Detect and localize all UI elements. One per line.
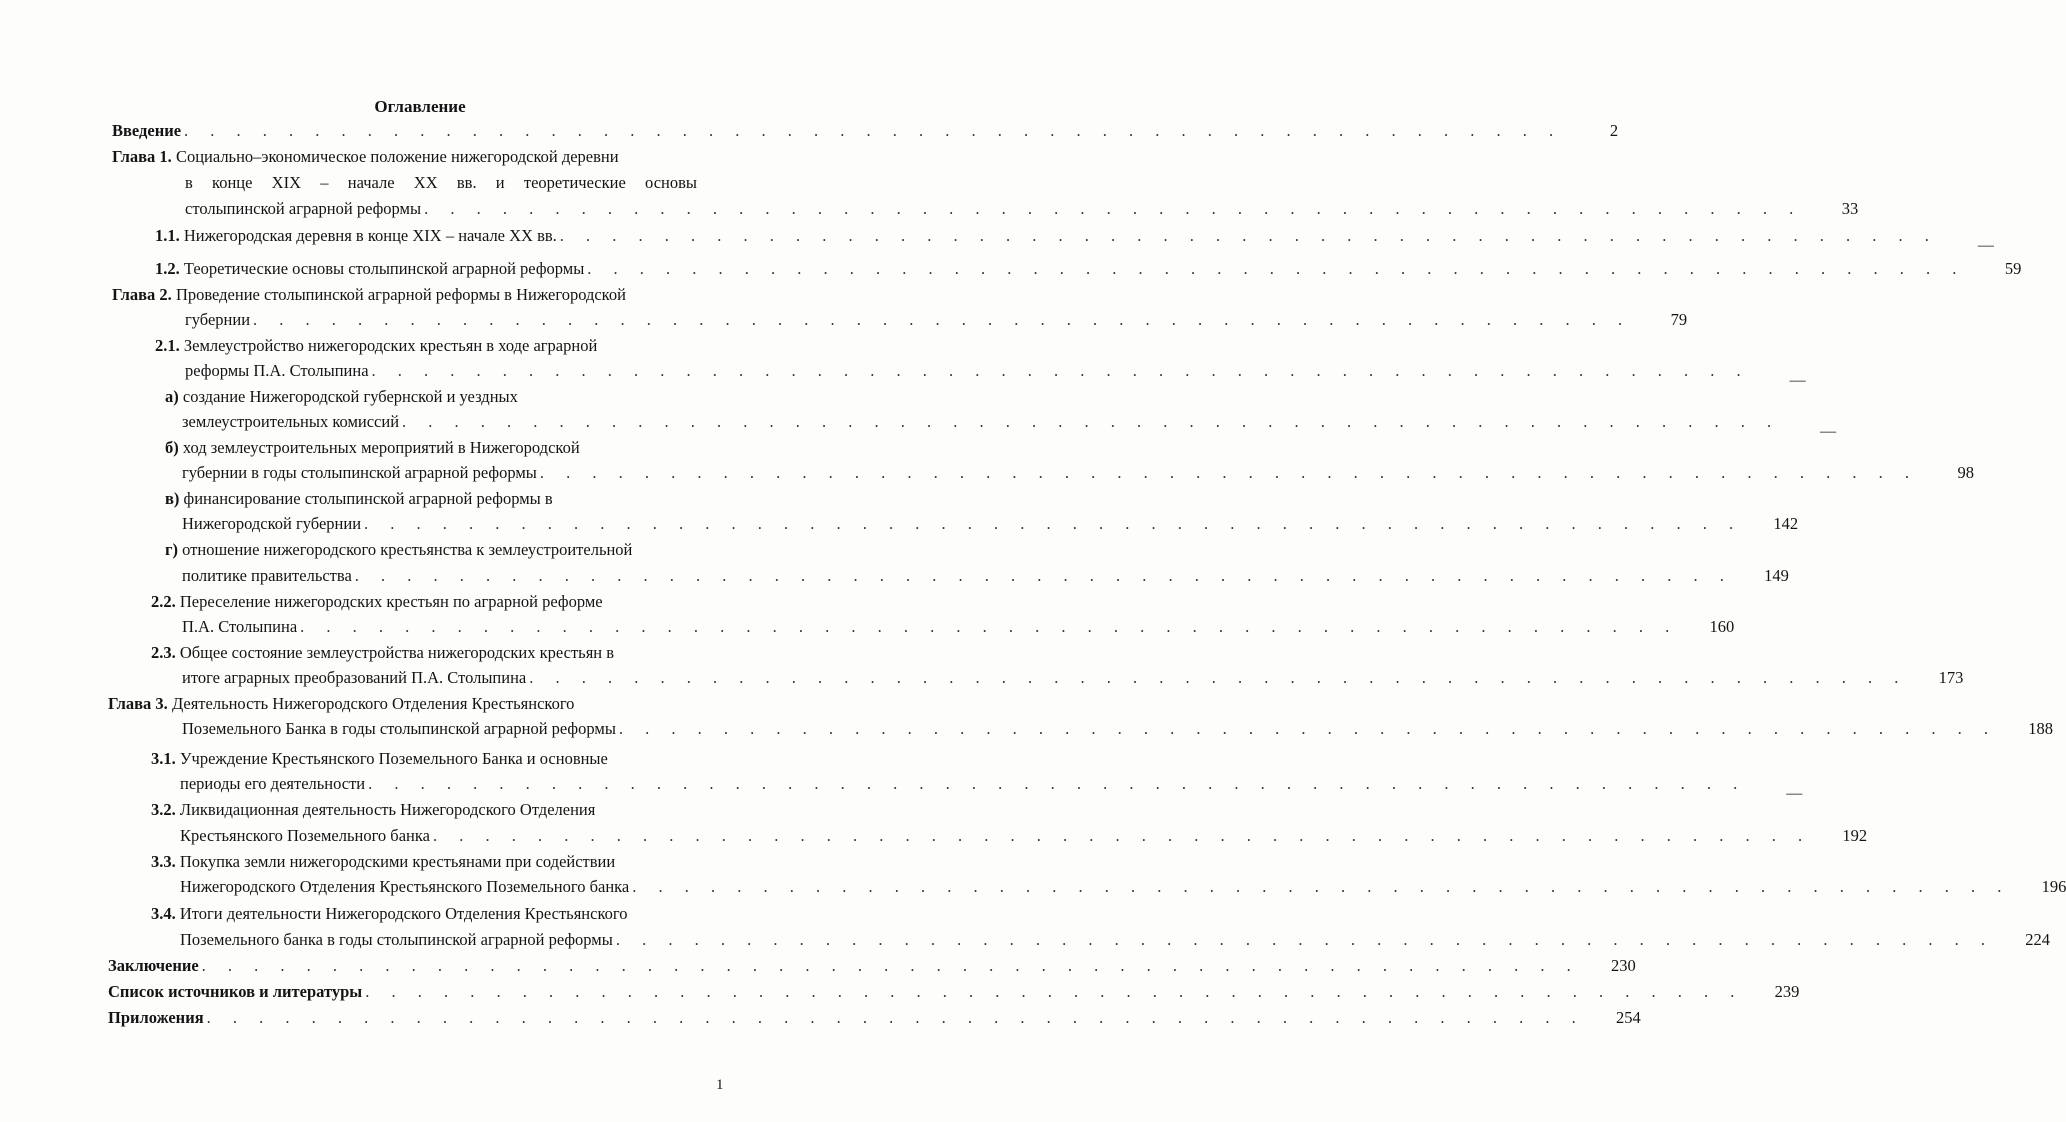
toc-label: Список источников и литературы: [108, 982, 363, 1001]
toc-entry-appendix[interactable]: [108, 1006, 1641, 1030]
leader-dots: . . . . . . . . . . . . . . . . . . . . . . . . . . . . . . . . . . . . . . . . . . . . . . . . . . . . .: [632, 877, 2011, 896]
toc-page: 192: [1842, 826, 1868, 845]
toc-entry-2-1[interactable]: [155, 334, 597, 358]
toc-label: Введение: [112, 121, 182, 140]
toc-entry-1-1[interactable]: [155, 224, 1994, 254]
leader-dots: . . . . . . . . . . . . . . . . . . . . . . . . . . . . . . . . . . . . . . . . . . . . . . . . . . . . .: [371, 361, 1750, 380]
toc-text: Землеустройство нижегородских крестьян в ходе аграрной: [183, 336, 598, 355]
toc-page: 149: [1764, 566, 1789, 585]
subsection-letter: б): [165, 438, 179, 457]
leader-dots: . . . . . . . . . . . . . . . . . . . . . . . . . . . . . . . . . . . . . . . . . . . . . . . . . . . . .: [529, 668, 1908, 687]
toc-entry-2-1-d[interactable]: [165, 538, 632, 562]
section-number: 2.2.: [151, 592, 176, 611]
toc-text: Учреждение Крестьянского Поземельного Банка и основные: [179, 749, 608, 768]
section-number: 3.4.: [151, 904, 176, 923]
chapter-number: Глава 2.: [112, 285, 172, 304]
leader-dots: . . . . . . . . . . . . . . . . . . . . . . . . . . . . . . . . . . . . . . . . . . . . . . . . . . . . .: [300, 617, 1679, 636]
toc-entry-intro[interactable]: [112, 119, 1619, 143]
toc-entry-2-1-end[interactable]: [185, 359, 1806, 389]
toc-text: ход землеустроительных мероприятий в Нижегородской: [182, 438, 580, 457]
toc-entry-2-1-b-end[interactable]: [182, 461, 1975, 485]
toc-text: Общее состояние землеустройства нижегородских крестьян в: [179, 643, 615, 662]
toc-page: 160: [1709, 617, 1735, 636]
leader-dots: . . . . . . . . . . . . . . . . . . . . . . . . . . . . . . . . . . . . . . . . . . . . . . . . . . . . .: [618, 719, 1998, 738]
toc-entry-2-1-c[interactable]: [165, 487, 553, 511]
toc-entry-2-1-d-end[interactable]: [182, 564, 1789, 588]
subsection-letter: а): [165, 387, 179, 406]
toc-entry-ch3[interactable]: [108, 692, 574, 716]
toc-page: —: [1820, 423, 1837, 440]
toc-entry-1-2[interactable]: [155, 257, 2022, 281]
section-number: 3.1.: [151, 749, 176, 768]
toc-page: 224: [2025, 930, 2050, 949]
toc-entry-3-2-end[interactable]: [180, 824, 1868, 848]
toc-text-continuation: в конце XIX – начале XX вв. и теоретические основы: [185, 173, 697, 192]
toc-entry-ch1[interactable]: [112, 145, 619, 169]
leader-dots: . . . . . . . . . . . . . . . . . . . . . . . . . . . . . . . . . . . . . . . . . . . . . . . . . . . . .: [424, 199, 1803, 218]
toc-entry-ch2[interactable]: [112, 283, 626, 307]
toc-page: —: [1786, 785, 1803, 802]
toc-text: Переселение нижегородских крестьян по аграрной реформе: [179, 592, 603, 611]
toc-text: реформы П.А. Столыпина: [185, 361, 369, 380]
toc-label: Приложения: [108, 1008, 204, 1027]
toc-entry-2-3-end[interactable]: [182, 666, 1964, 690]
section-number: 1.2.: [155, 259, 180, 278]
toc-entry-2-3[interactable]: [151, 641, 614, 665]
toc-text: отношение нижегородского крестьянства к землеустроительной: [182, 540, 633, 559]
leader-dots: . . . . . . . . . . . . . . . . . . . . . . . . . . . . . . . . . . . . . . . . . . . . . . . . . . . . .: [364, 514, 1743, 533]
toc-text: Нижегородская деревня в конце XIX – начале XX вв.: [183, 226, 557, 245]
toc-text: столыпинской аграрной реформы: [185, 199, 422, 218]
page-title: Оглавление: [374, 97, 466, 116]
leader-dots: . . . . . . . . . . . . . . . . . . . . . . . . . . . . . . . . . . . . . . . . . . . . . . . . . . . . .: [365, 982, 1744, 1001]
toc-entry-ch1-end[interactable]: [185, 197, 1859, 221]
toc-label: Заключение: [108, 956, 199, 975]
toc-page: 254: [1616, 1008, 1641, 1027]
leader-dots: . . . . . . . . . . . . . . . . . . . . . . . . . . . . . . . . . . . . . . . . . . . . . . . . . . . . .: [539, 463, 1919, 482]
toc-page: 79: [1670, 310, 1688, 329]
toc-text: Поземельного Банка в годы столыпинской аграрной реформы: [182, 719, 616, 738]
leader-dots: . . . . . . . . . . . . . . . . . . . . . . . . . . . . . . . . . . . . . . . . . . . . . . . . . . . . .: [587, 259, 1966, 278]
toc-entry-2-1-a-end[interactable]: [182, 410, 1837, 440]
toc-text: Ликвидационная деятельность Нижегородского Отделения: [179, 800, 596, 819]
leader-dots: . . . . . . . . . . . . . . . . . . . . . . . . . . . . . . . . . . . . . . . . . . . . . . . . . . . . .: [201, 956, 1580, 975]
toc-entry-3-2[interactable]: [151, 798, 595, 822]
toc-entry-2-1-a[interactable]: [165, 385, 518, 409]
toc-entry-sources[interactable]: [108, 980, 1800, 1004]
toc-entry-ch3-end[interactable]: [182, 717, 2054, 741]
section-number: 2.1.: [155, 336, 180, 355]
toc-page: 188: [2028, 719, 2054, 738]
page-number: 1: [716, 1077, 724, 1093]
leader-dots: . . . . . . . . . . . . . . . . . . . . . . . . . . . . . . . . . . . . . . . . . . . . . . . . . . . . .: [184, 121, 1563, 140]
subsection-letter: г): [165, 540, 178, 559]
toc-text: губернии в годы столыпинской аграрной реформы: [182, 463, 537, 482]
toc-text: Проведение столыпинской аграрной реформы в Нижегородской: [175, 285, 626, 304]
toc-entry-2-2-end[interactable]: [182, 615, 1735, 639]
toc-text: политике правительства: [182, 566, 352, 585]
toc-text: периоды его деятельности: [180, 774, 366, 793]
section-number: 3.3.: [151, 852, 176, 871]
toc-text: Крестьянского Поземельного банка: [180, 826, 430, 845]
toc-text: землеустроительных комиссий: [182, 412, 400, 431]
section-number: 3.2.: [151, 800, 176, 819]
toc-page: 2: [1609, 121, 1619, 140]
toc-page: 98: [1957, 463, 1975, 482]
chapter-number: Глава 3.: [108, 694, 168, 713]
toc-entry-3-4-end[interactable]: [180, 928, 2050, 952]
toc-page: 142: [1773, 514, 1799, 533]
toc-text: итоге аграрных преобразований П.А. Столыпина: [182, 668, 527, 687]
toc-page: 33: [1841, 199, 1859, 218]
toc-text: губернии: [185, 310, 251, 329]
toc-page: 239: [1774, 982, 1800, 1001]
toc-page: 59: [2004, 259, 2022, 278]
toc-entry-3-1-end[interactable]: [180, 772, 1803, 802]
toc-entry-3-4[interactable]: [151, 902, 628, 926]
toc-text: Нижегородской губернии: [182, 514, 362, 533]
section-number: 1.1.: [155, 226, 180, 245]
toc-entry-ch2-end[interactable]: [185, 308, 1688, 332]
toc-text: Теоретические основы столыпинской аграрной реформы: [183, 259, 585, 278]
toc-text: Социально–экономическое положение нижегородской деревни: [175, 147, 619, 166]
toc-entry-3-3[interactable]: [151, 850, 615, 874]
toc-text: финансирование столыпинской аграрной реформы в: [183, 489, 553, 508]
toc-text: Покупка земли нижегородскими крестьянами при содействии: [179, 852, 616, 871]
toc-text: Деятельность Нижегородского Отделения Крестьянского: [171, 694, 575, 713]
subsection-letter: в): [165, 489, 180, 508]
leader-dots: . . . . . . . . . . . . . . . . . . . . . . . . . . . . . . . . . . . . . . . . . . . . . . . . . . . . .: [432, 826, 1812, 845]
toc-text: создание Нижегородской губернской и уездных: [182, 387, 518, 406]
toc-entry-2-1-b[interactable]: [165, 436, 580, 460]
toc-entry-conclusion[interactable]: [108, 954, 1636, 978]
toc-page: —: [1789, 372, 1806, 389]
toc-page: 230: [1611, 956, 1636, 975]
toc-entry-3-1[interactable]: [151, 747, 608, 771]
leader-dots: . . . . . . . . . . . . . . . . . . . . . . . . . . . . . . . . . . . . . . . . . . . . . . . . . . . . .: [368, 774, 1747, 793]
toc-text: П.А. Столыпина: [182, 617, 298, 636]
leader-dots: . . . . . . . . . . . . . . . . . . . . . . . . . . . . . . . . . . . . . . . . . . . . . . . . . . . . .: [559, 226, 1938, 245]
toc-page: 196: [2041, 877, 2066, 896]
toc-text: Поземельного банка в годы столыпинской аграрной реформы: [180, 930, 613, 949]
chapter-number: Глава 1.: [112, 147, 172, 166]
leader-dots: . . . . . . . . . . . . . . . . . . . . . . . . . . . . . . . . . . . . . . . . . . . . . . . . . . . . .: [354, 566, 1733, 585]
leader-dots: . . . . . . . . . . . . . . . . . . . . . . . . . . . . . . . . . . . . . . . . . . . . . . . . . . . . .: [402, 412, 1781, 431]
toc-entry-3-3-end[interactable]: [180, 875, 2066, 899]
toc-text: Итоги деятельности Нижегородского Отделения Крестьянского: [179, 904, 628, 923]
toc-page: —: [1977, 237, 1994, 254]
toc-page: 173: [1938, 668, 1964, 687]
section-number: 2.3.: [151, 643, 176, 662]
leader-dots: . . . . . . . . . . . . . . . . . . . . . . . . . . . . . . . . . . . . . . . . . . . . . . . . . . . . .: [206, 1008, 1585, 1027]
leader-dots: . . . . . . . . . . . . . . . . . . . . . . . . . . . . . . . . . . . . . . . . . . . . . . . . . . . . .: [615, 930, 1994, 949]
leader-dots: . . . . . . . . . . . . . . . . . . . . . . . . . . . . . . . . . . . . . . . . . . . . . . . . . . . . .: [253, 310, 1632, 329]
toc-entry-2-1-c-end[interactable]: [182, 512, 1799, 536]
toc-text: Нижегородского Отделения Крестьянского Поземельного банка: [180, 877, 630, 896]
toc-entry-2-2[interactable]: [151, 590, 603, 614]
